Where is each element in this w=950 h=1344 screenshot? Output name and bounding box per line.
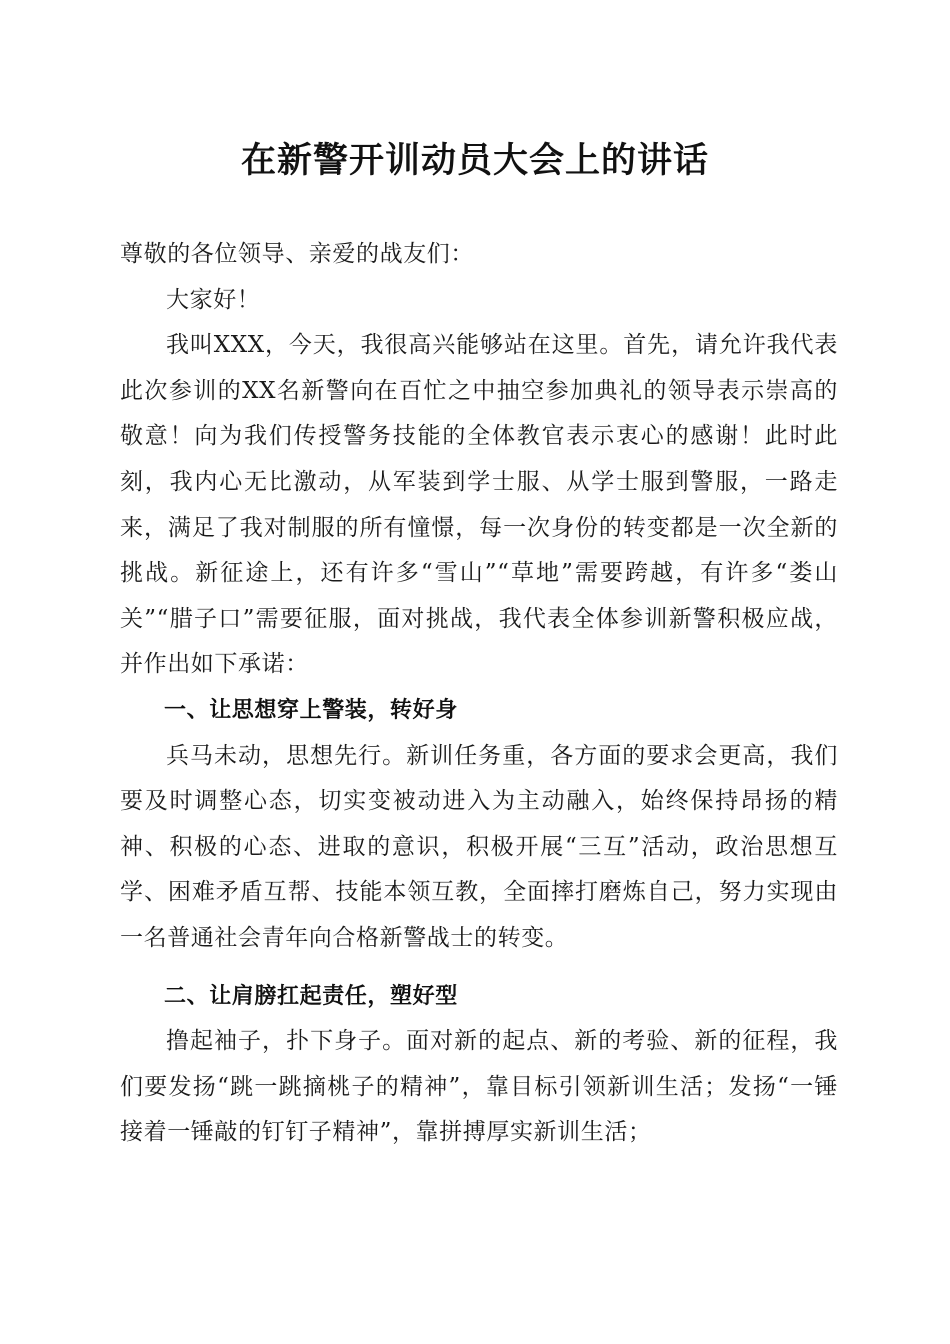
paragraph-1: 兵马未动，思想先行。新训任务重，各方面的要求会更高，我们要及时调整心态，切实变被动进入为主动融入，始终保持昂扬的精神、积极的心态、进取的意识，积极开展“三互”活动，政治思想互学、困难矛盾互帮、技能本领互教，全面摔打磨炼自己，努力实现由一名普通社会青年向合格新警战士的转变。 xyxy=(120,742,838,951)
document-body xyxy=(120,232,838,1156)
paragraph-intro: 我叫XXX，今天，我很高兴能够站在这里。首先，请允许我代表此次参训的XX名新警向在百忙之中抽空参加典礼的领导表示崇高的敬意！向为我们传授警务技能的全体教官表示衷心的感谢！此时此刻，我内心无比激动，从军装到学士服、从学士服到警服，一路走来，满足了我对制服的所有憧憬，每一次身份的转变都是一次全新的挑战。新征途上，还有许多“雪山”“草地”需要跨越，有许多“娄山关”“腊子口”需要征服，面对挑战，我代表全体参训新警积极应战，并作出如下承诺： xyxy=(120,332,838,678)
greeting: 大家好！ xyxy=(166,286,261,313)
document-title: 在新警开训动员大会上的讲话 xyxy=(240,140,709,181)
section-heading-2: 二、让肩膀扛起责任，塑好型 xyxy=(164,983,458,1009)
paragraph-2: 撸起袖子，扑下身子。面对新的起点、新的考验、新的征程，我们要发扬“跳一跳摘桃子的精神”，靠目标引领新训生活；发扬“一锤接着一锤敲的钉钉子精神”，靠拼搏厚实新训生活； xyxy=(120,1028,838,1146)
salutation: 尊敬的各位领导、亲爱的战友们： xyxy=(120,241,474,267)
section-heading-1: 一、让思想穿上警装，转好身 xyxy=(164,697,458,723)
